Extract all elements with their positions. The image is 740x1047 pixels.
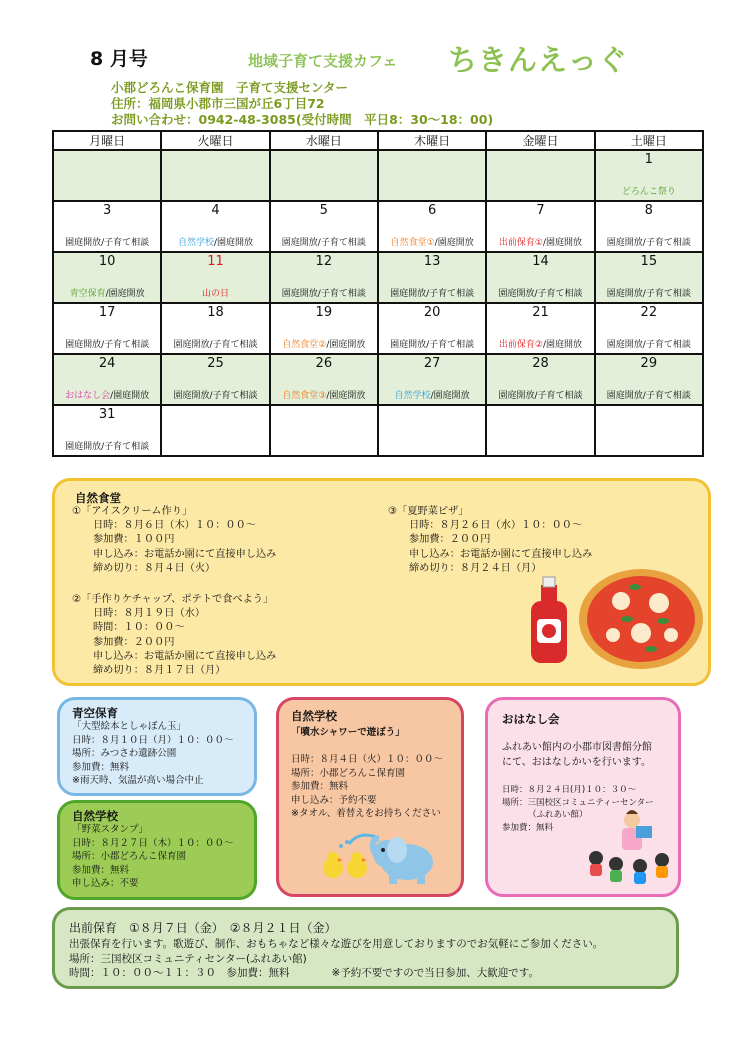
calendar-cell — [161, 303, 269, 354]
calendar-cell — [595, 150, 703, 201]
calendar-cell — [270, 303, 378, 354]
ketchup-bottle-icon — [531, 577, 567, 663]
calendar-cell — [595, 201, 703, 252]
item3-line: 参加費：２００円 — [409, 534, 491, 546]
event-label — [162, 235, 268, 248]
event-label — [596, 235, 702, 248]
day-number: 18 — [207, 305, 224, 320]
event-text: 自然食堂③ — [282, 391, 327, 401]
calendar-cell — [595, 405, 703, 456]
shokudo-title: 自然食堂 — [75, 491, 121, 505]
cafe-title: ちきんえっぐ — [448, 43, 629, 77]
event-label — [162, 337, 268, 350]
ohanashi-detail: 参加費：無料 — [502, 822, 554, 833]
event-text: 自然学校 — [177, 238, 214, 248]
chick-icon — [347, 852, 367, 878]
aozora-title: 青空保育 — [72, 706, 118, 720]
event-text: /園庭開放 — [105, 289, 145, 299]
day-number: 1 — [644, 152, 653, 167]
child-icon — [589, 851, 603, 876]
item1-line: 申し込み：お電話か園にて直接申し込み — [93, 548, 277, 560]
event-text: 青空保育 — [69, 289, 106, 299]
calendar-cell — [161, 405, 269, 456]
gakko-mid-line: 申し込み：予約不要 — [291, 794, 377, 806]
child-icon — [655, 853, 669, 878]
item3-line: 日時：８月２６日（水）１０：００～ — [409, 520, 583, 532]
event-text: /園庭開放 — [110, 391, 150, 401]
day-number: 20 — [423, 305, 441, 320]
item3-line: 申し込み：お電話か園にて直接申し込み — [409, 548, 593, 560]
calendar-cell — [486, 354, 594, 405]
demae-line: 出張保育を行います。歌遊び、制作、おもちゃなど様々な遊びを用意しておりますのでお気軽にご参加ください。 — [69, 938, 604, 950]
event-label — [54, 388, 160, 401]
aozora-line: 場所：みつさわ遺跡公園 — [72, 748, 177, 760]
event-text: 園庭開放/子育て相談 — [606, 340, 691, 350]
gakko-left-title: 自然学校 — [72, 809, 118, 823]
calendar-cell — [486, 303, 594, 354]
day-number: 21 — [532, 305, 549, 320]
event-text: おはなし会 — [65, 391, 111, 401]
item2-line: 締め切り：８月１７日（月） — [93, 665, 226, 677]
event-text: 出前保育① — [498, 238, 543, 248]
item3-line: 締め切り：８月２４日（月） — [409, 562, 542, 574]
gakko-mid-line: ※タオル、着替えをお持ちください — [291, 808, 441, 819]
calendar-cell — [53, 150, 161, 201]
weekday-header: 水曜日 — [270, 131, 378, 150]
gakko-mid-subtitle: 「噴水シャワーで遊ぼう」 — [291, 726, 405, 738]
item1-line: 日時：８月６日（木）１０：００～ — [93, 520, 256, 532]
event-text: 園庭開放/子育て相談 — [606, 238, 691, 248]
storytelling-illustration — [584, 806, 676, 886]
event-label — [596, 184, 702, 197]
day-number: 15 — [640, 254, 658, 269]
calendar-cell — [486, 150, 594, 201]
calendar-cell — [378, 201, 486, 252]
calendar-cell — [378, 150, 486, 201]
day-number: 3 — [103, 203, 112, 218]
pizza-icon — [579, 569, 703, 669]
event-label — [487, 286, 593, 299]
item3-title: ③「夏野菜ピザ」 — [388, 506, 469, 517]
event-text: 自然食堂② — [282, 340, 327, 350]
event-text: 園庭開放/子育て相談 — [390, 340, 475, 350]
gakko-mid-line: 日時：８月４日（火）１０：００～ — [291, 754, 444, 765]
aozora-line: ※雨天時、気温が高い場合中止 — [72, 775, 204, 787]
weekday-header: 金曜日 — [486, 131, 594, 150]
demae-box — [52, 907, 679, 989]
calendar-cell — [161, 150, 269, 201]
event-label — [271, 337, 377, 350]
day-number: 12 — [315, 254, 333, 269]
calendar-cell — [53, 354, 161, 405]
calendar-table — [52, 130, 704, 457]
event-label — [54, 337, 160, 350]
calendar-cell — [161, 252, 269, 303]
day-number: 10 — [98, 254, 116, 269]
event-label — [487, 337, 593, 350]
aozora-line: 日時：８月１０日（月）１０：００～ — [72, 734, 234, 746]
ohanashi-detail: 場所：三国校区コミュニティーセンター — [502, 797, 654, 808]
day-number: 5 — [319, 203, 328, 218]
event-label — [379, 337, 485, 350]
calendar-cell — [53, 405, 161, 456]
event-text: 園庭開放/子育て相談 — [390, 289, 475, 299]
day-number: 7 — [536, 203, 545, 218]
event-text: 園庭開放/子育て相談 — [606, 289, 691, 299]
weekday-header: 土曜日 — [595, 131, 703, 150]
day-number: 29 — [640, 356, 658, 371]
contact: お問い合わせ：0942-48-3085(受付時間 平日8：30～18：00) — [111, 112, 494, 127]
event-label — [271, 286, 377, 299]
event-text: 園庭開放/子育て相談 — [281, 289, 366, 299]
day-number: 19 — [315, 305, 333, 320]
event-text: 園庭開放/子育て相談 — [65, 442, 150, 452]
event-text: 園庭開放/子育て相談 — [173, 340, 258, 350]
calendar-cell — [486, 201, 594, 252]
day-number: 31 — [98, 407, 116, 422]
org-name: 小郡どろんこ保育園 子育て支援センター — [111, 80, 349, 95]
event-text: /園庭開放 — [434, 238, 474, 248]
demae-line: 場所：三国校区コミュニティセンター(ふれあい館) — [69, 952, 307, 965]
shizen-shokudo-box — [52, 478, 711, 686]
event-label — [54, 235, 160, 248]
item2-line: 参加費：２００円 — [93, 636, 175, 648]
day-number: 14 — [532, 254, 549, 269]
event-label — [596, 388, 702, 401]
event-label — [379, 388, 485, 401]
day-number: 26 — [315, 356, 333, 371]
ohanashi-line: にて、おはなしかいを行います。 — [502, 757, 651, 769]
calendar-cell — [595, 354, 703, 405]
event-text: /園庭開放 — [542, 238, 583, 248]
weekday-header: 火曜日 — [161, 131, 269, 150]
day-number: 17 — [98, 305, 116, 320]
event-text: 園庭開放/子育て相談 — [498, 391, 583, 401]
shizen-gakko-mid-box — [276, 697, 464, 897]
item1-title: ①「アイスクリーム作り」 — [72, 506, 193, 517]
month-label: 8 月号 — [90, 48, 148, 70]
child-icon — [609, 857, 623, 882]
event-label — [271, 235, 377, 248]
event-label — [379, 235, 485, 248]
calendar-cell — [270, 354, 378, 405]
day-number: 28 — [532, 356, 549, 371]
address: 住所：福岡県小郡市三国が丘6丁目72 — [111, 96, 325, 111]
event-text: 園庭開放/子育て相談 — [173, 391, 258, 401]
shizen-gakko-left-box — [57, 800, 257, 900]
item2-title: ②「手作りケチャップ、ポテトで食べよう」 — [72, 594, 274, 605]
calendar-cell — [486, 252, 594, 303]
day-number: 24 — [98, 356, 116, 371]
shokudo-item1 — [72, 505, 276, 576]
event-text: /園庭開放 — [542, 340, 583, 350]
event-label — [379, 286, 485, 299]
weekday-header: 木曜日 — [378, 131, 486, 150]
calendar-cell — [270, 201, 378, 252]
calendar-cell — [53, 303, 161, 354]
calendar-cell — [378, 252, 486, 303]
demae-title: 出前保育 ①８月７日（金） ②８月２１日（金） — [69, 921, 337, 935]
item1-line: 締め切り：８月４日（火） — [93, 562, 216, 574]
calendar-cell — [378, 354, 486, 405]
ohanashi-box — [485, 697, 681, 897]
event-text: /園庭開放 — [430, 391, 470, 401]
event-label — [487, 235, 593, 248]
day-number: 22 — [640, 305, 658, 320]
event-label — [596, 337, 702, 350]
event-text: 園庭開放/子育て相談 — [281, 238, 366, 248]
calendar-cell — [378, 405, 486, 456]
day-number: 25 — [207, 356, 224, 371]
cafe-subtitle: 地域子育て支援カフェ — [248, 52, 398, 70]
event-text: /園庭開放 — [326, 340, 366, 350]
calendar-cell — [270, 405, 378, 456]
ketchup-pizza-illustration — [523, 557, 703, 673]
item2-line: 時間：１０：００～ — [93, 622, 185, 634]
item1-line: 参加費：１００円 — [93, 534, 175, 546]
event-label — [54, 439, 160, 452]
gakko-mid-line: 場所：小郡どろんこ保育園 — [291, 767, 406, 779]
aozora-line: 参加費：無料 — [72, 761, 130, 773]
calendar-cell — [595, 303, 703, 354]
event-text: /園庭開放 — [326, 391, 366, 401]
event-text: 園庭開放/子育て相談 — [65, 340, 150, 350]
elephant-icon — [373, 837, 433, 884]
header-info — [111, 80, 493, 128]
event-text: 出前保育② — [498, 340, 543, 350]
calendar-cell — [270, 252, 378, 303]
elephant-chicks-illustration — [319, 828, 439, 886]
calendar-cell — [53, 252, 161, 303]
ohanashi-line: ふれあい館内の小郡市図書館分館 — [502, 742, 652, 754]
aozora-box — [57, 697, 257, 796]
ohanashi-detail: 日時：８月２４日(月)１０：３０～ — [502, 785, 637, 796]
event-text: 山の日 — [201, 289, 229, 299]
shokudo-item2 — [72, 593, 276, 678]
day-number: 4 — [211, 203, 220, 218]
child-icon — [633, 859, 647, 884]
event-text: /園庭開放 — [213, 238, 254, 248]
calendar-cell — [595, 252, 703, 303]
gakko-left-line: 「野菜スタンプ」 — [72, 824, 149, 836]
day-number: 8 — [644, 203, 653, 218]
aozora-line: 「大型絵本としゃぼん玉」 — [72, 721, 187, 733]
event-label — [487, 388, 593, 401]
ohanashi-detail: （ふれあい館） — [528, 810, 588, 821]
day-number: 11 — [207, 254, 224, 269]
calendar-cell — [378, 303, 486, 354]
gakko-left-line: 場所：小郡どろんこ保育園 — [72, 851, 187, 863]
gakko-left-line: 日時：８月２７日（木）１０：００～ — [72, 837, 234, 849]
calendar-cell — [161, 201, 269, 252]
event-text: 園庭開放/子育て相談 — [606, 391, 691, 401]
gakko-left-line: 申し込み：不要 — [72, 878, 139, 890]
event-text: 自然食堂① — [390, 238, 435, 248]
event-label — [271, 388, 377, 401]
chick-icon — [323, 852, 343, 878]
weekday-header: 月曜日 — [53, 131, 161, 150]
event-text: 園庭開放/子育て相談 — [65, 238, 150, 248]
gakko-mid-title: 自然学校 — [291, 709, 337, 723]
event-label — [596, 286, 702, 299]
event-label — [162, 286, 268, 299]
event-label — [162, 388, 268, 401]
day-number: 6 — [428, 203, 437, 218]
gakko-mid-line: 参加費：無料 — [291, 781, 349, 792]
day-number: 13 — [423, 254, 441, 269]
calendar-cell — [486, 405, 594, 456]
item2-line: 申し込み：お電話か園にて直接申し込み — [93, 650, 277, 662]
reader-icon — [622, 810, 652, 850]
day-number: 27 — [423, 356, 441, 371]
calendar-cell — [270, 150, 378, 201]
item2-line: 日時：８月１９日（水） — [93, 608, 206, 620]
event-text: 自然学校 — [394, 391, 431, 401]
event-text: どろんこ祭り — [621, 187, 676, 197]
ohanashi-title: おはなし会 — [502, 712, 560, 726]
calendar-cell — [53, 201, 161, 252]
event-label — [54, 286, 160, 299]
demae-line: 時間：１０：００～１１：３０ 参加費：無料 ※予約不要ですので当日参加、大歓迎です。 — [69, 967, 539, 979]
event-text: 園庭開放/子育て相談 — [498, 289, 583, 299]
calendar-cell — [161, 354, 269, 405]
gakko-left-line: 参加費：無料 — [72, 864, 130, 876]
